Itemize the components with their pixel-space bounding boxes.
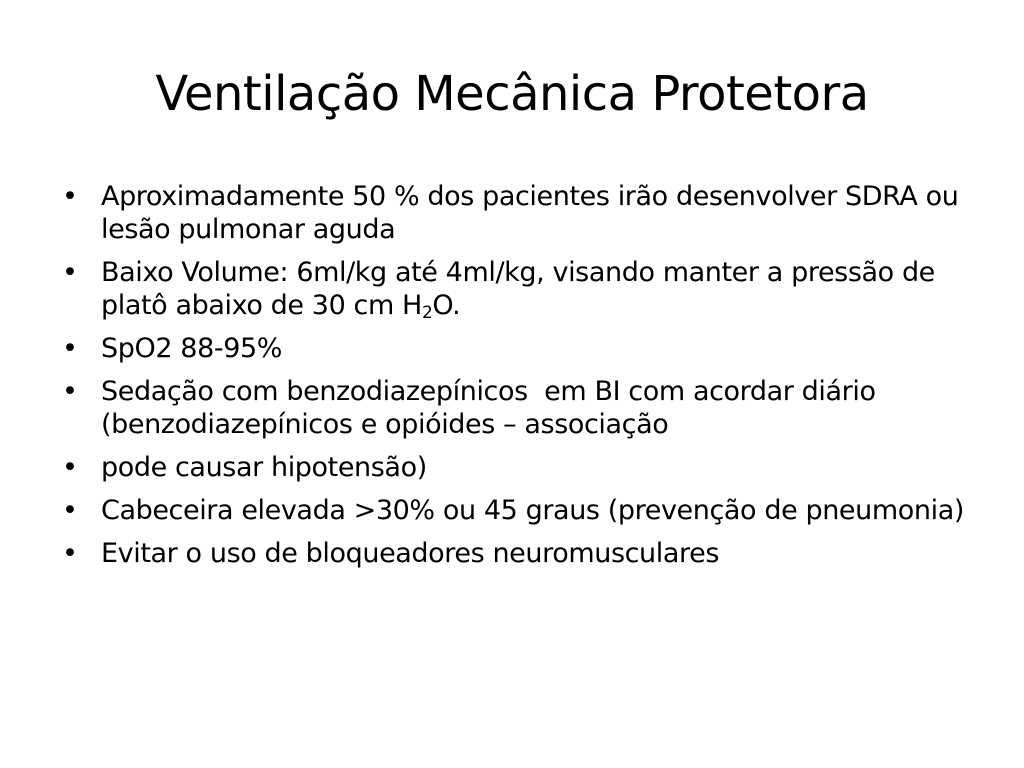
bullet-item — [58, 332, 978, 365]
bullet-item — [58, 537, 978, 570]
bullet-text: Cabeceira elevada >30% ou 45 graus (prevenção de pneumonia) — [101, 495, 964, 526]
bullet-text-suffix: O. — [432, 290, 461, 321]
bullet-text: SpO2 88-95% — [101, 333, 283, 364]
bullet-item — [58, 375, 978, 441]
bullet-item — [58, 494, 978, 527]
bullet-item — [58, 256, 978, 322]
bullet-text: Sedação com benzodiazepínicos em BI com acordar diário (benzodiazepínicos e opióides – associação — [101, 376, 884, 440]
subscript-2: 2 — [421, 303, 433, 323]
bullet-list — [58, 180, 978, 580]
bullet-item — [58, 451, 978, 484]
bullet-dot-icon: • — [62, 495, 78, 526]
bullet-item — [58, 180, 978, 246]
bullet-dot-icon: • — [62, 181, 78, 212]
bullet-dot-icon: • — [62, 333, 78, 364]
bullet-text: Aproximadamente 50 % dos pacientes irão desenvolver SDRA ou lesão pulmonar aguda — [101, 181, 959, 245]
bullet-text: pode causar hipotensão) — [101, 452, 427, 483]
bullet-dot-icon: • — [62, 257, 78, 288]
slide-title: Ventilação Mecânica Protetora — [155, 66, 869, 122]
bullet-text: Evitar o uso de bloqueadores neuromusculares — [101, 538, 719, 569]
bullet-dot-icon: • — [62, 538, 78, 569]
bullet-dot-icon: • — [62, 452, 78, 483]
bullet-text: Baixo Volume: 6ml/kg até 4ml/kg, visando manter a pressão de platô abaixo de 30 cm H — [101, 257, 935, 321]
bullet-dot-icon: • — [62, 376, 78, 407]
